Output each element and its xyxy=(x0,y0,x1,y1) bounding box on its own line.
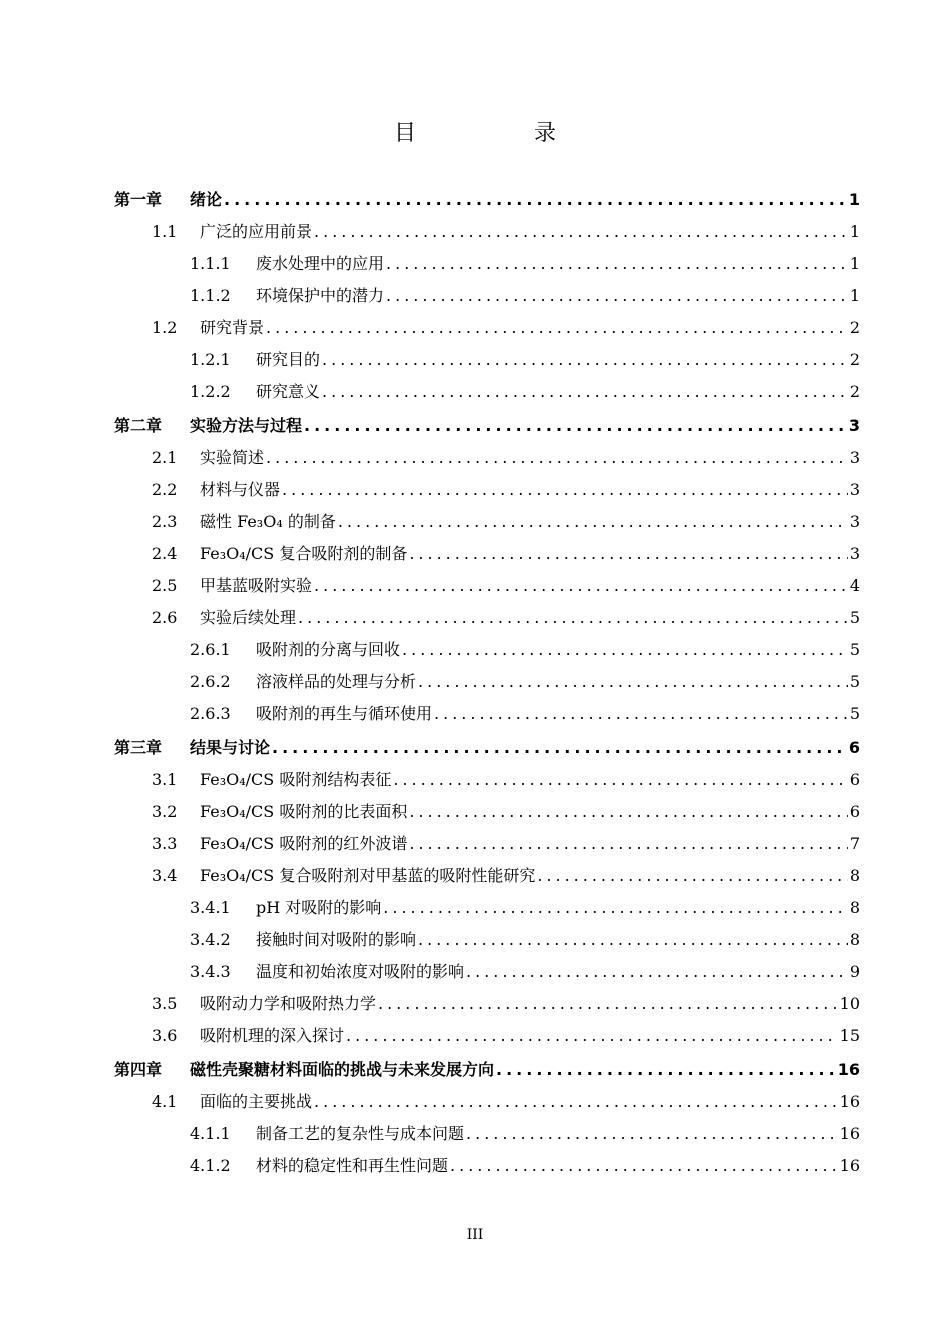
toc-entry-text: Fe₃O₄/CS 复合吸附剂的制备 xyxy=(200,544,408,563)
toc-chapter-entry[interactable] xyxy=(114,726,860,758)
toc-entry-text: Fe₃O₄/CS 吸附剂的比表面积 xyxy=(200,802,408,821)
toc-page-number: 15 xyxy=(839,1026,860,1045)
toc-entry-text: 结果与讨论 xyxy=(190,738,271,757)
toc-leader-dots xyxy=(418,930,848,950)
toc-entry[interactable] xyxy=(190,338,860,370)
toc-leader-dots xyxy=(322,350,848,370)
toc-entry-number: 2.2 xyxy=(152,480,178,499)
toc-entry-label xyxy=(152,448,264,468)
toc-page-number: 3 xyxy=(849,544,860,563)
toc-entry-label xyxy=(190,1124,464,1144)
toc-entry[interactable] xyxy=(190,1112,860,1144)
toc-page-number: 7 xyxy=(849,834,860,853)
toc-entry-number: 1.1 xyxy=(152,222,178,241)
toc-leader-dots xyxy=(378,994,838,1014)
toc-entry-text: 广泛的应用前景 xyxy=(200,222,313,241)
toc-page-number: 8 xyxy=(849,898,860,917)
toc-entry-text: 吸附剂的分离与回收 xyxy=(256,640,401,659)
toc-entry-label xyxy=(190,898,381,918)
toc-leader-dots xyxy=(537,866,847,886)
toc-entry-label xyxy=(152,770,391,790)
toc-page-number: 5 xyxy=(849,672,860,691)
toc-entry-text: 吸附机理的深入探讨 xyxy=(200,1026,345,1045)
toc-entry-number: 第一章 xyxy=(114,190,163,209)
toc-entry-label xyxy=(114,416,302,436)
toc-leader-dots xyxy=(434,704,848,724)
toc-page-number: 16 xyxy=(839,1092,860,1111)
toc-leader-dots xyxy=(224,190,847,210)
toc-entry-label xyxy=(190,930,416,950)
toc-entry-label xyxy=(114,1060,494,1080)
toc-page-number: 5 xyxy=(849,640,860,659)
toc-entry-text: 实验方法与过程 xyxy=(190,416,303,435)
toc-entry-label xyxy=(190,382,320,402)
toc-page-number: 2 xyxy=(849,350,860,369)
toc-entry[interactable] xyxy=(190,274,860,306)
toc-entry-label xyxy=(190,672,416,692)
toc-entry[interactable] xyxy=(190,370,860,402)
toc-entry-label xyxy=(152,802,407,822)
toc-page-number: 1 xyxy=(849,222,860,241)
toc-leader-dots xyxy=(409,834,847,854)
toc-entry-text: 面临的主要挑战 xyxy=(200,1092,313,1111)
toc-entry[interactable] xyxy=(190,1144,860,1176)
toc-entry-label xyxy=(152,480,280,500)
toc-entry-label xyxy=(190,1156,448,1176)
toc-leader-dots xyxy=(346,1026,838,1046)
toc-entry-text: 吸附剂的再生与循环使用 xyxy=(256,704,433,723)
toc-entry[interactable] xyxy=(152,468,860,500)
toc-entry-text: 材料的稳定性和再生性问题 xyxy=(256,1156,449,1175)
toc-leader-dots xyxy=(314,576,848,596)
toc-entry-number: 4.1.1 xyxy=(190,1124,231,1143)
toc-entry-label xyxy=(152,994,376,1014)
toc-page-number: 16 xyxy=(839,1124,860,1143)
toc-entry-label xyxy=(152,318,264,338)
toc-entry[interactable] xyxy=(152,210,860,242)
toc-entry-number: 3.5 xyxy=(152,994,178,1013)
toc-entry-number: 3.1 xyxy=(152,770,178,789)
toc-entry-label xyxy=(152,834,407,854)
toc-leader-dots xyxy=(298,608,848,628)
toc-entry[interactable] xyxy=(152,436,860,468)
toc-entry-label xyxy=(152,1092,312,1112)
toc-entry-number: 2.6 xyxy=(152,608,178,627)
toc-entry-number: 1.1.2 xyxy=(190,286,231,305)
toc-entry[interactable] xyxy=(152,822,860,854)
toc-entry-number: 4.1.2 xyxy=(190,1156,231,1175)
toc-entry-label xyxy=(190,286,384,306)
toc-leader-dots xyxy=(402,640,848,660)
toc-entry-label xyxy=(114,190,222,210)
toc-leader-dots xyxy=(409,544,847,564)
toc-entry-text: 磁性壳聚糖材料面临的挑战与未来发展方向 xyxy=(190,1060,495,1079)
toc-leader-dots xyxy=(386,254,848,274)
toc-page-number: 9 xyxy=(849,962,860,981)
toc-page-number: 5 xyxy=(849,704,860,723)
toc-entry-label xyxy=(152,544,407,564)
toc-page-number: 6 xyxy=(849,802,860,821)
toc-page-number: 1 xyxy=(848,190,860,209)
toc-leader-dots xyxy=(338,512,848,532)
toc-chapter-entry[interactable] xyxy=(114,178,860,210)
toc-entry-label xyxy=(114,738,270,758)
toc-leader-dots xyxy=(304,416,847,436)
toc-leader-dots xyxy=(386,286,848,306)
toc-leader-dots xyxy=(314,222,848,242)
toc-entry-text: 绪论 xyxy=(190,190,223,209)
toc-page-number: 10 xyxy=(839,994,860,1013)
toc-leader-dots xyxy=(322,382,848,402)
toc-entry-text: 实验后续处理 xyxy=(200,608,297,627)
toc-entry-label xyxy=(152,1026,344,1046)
toc-page-number: 8 xyxy=(849,930,860,949)
toc-entry-label xyxy=(190,962,464,982)
toc-entry-text: 制备工艺的复杂性与成本问题 xyxy=(256,1124,465,1143)
toc-entry[interactable] xyxy=(190,918,860,950)
toc-entry-number: 4.1 xyxy=(152,1092,178,1111)
toc-entry-text: 温度和初始浓度对吸附的影响 xyxy=(256,962,465,981)
toc-entry[interactable] xyxy=(152,532,860,564)
toc-chapter-entry[interactable] xyxy=(114,1048,860,1080)
toc-leader-dots xyxy=(466,962,848,982)
toc-entry-number: 2.6.1 xyxy=(190,640,231,659)
toc-leader-dots xyxy=(266,318,848,338)
toc-entry[interactable] xyxy=(152,564,860,596)
toc-entry-text: 研究目的 xyxy=(256,350,321,369)
toc-entry-text: 溶液样品的处理与分析 xyxy=(256,672,417,691)
toc-leader-dots xyxy=(496,1060,836,1080)
toc-entry[interactable] xyxy=(190,692,860,724)
toc-page-number: 1 xyxy=(849,254,860,273)
toc-entry-number: 1.1.1 xyxy=(190,254,231,273)
toc-leader-dots xyxy=(450,1156,838,1176)
toc-entry-text: 研究背景 xyxy=(200,318,265,337)
toc-entry[interactable] xyxy=(152,790,860,822)
toc-entry-number: 1.2 xyxy=(152,318,178,337)
toc-entry-number: 2.1 xyxy=(152,448,178,467)
toc-page-number: 8 xyxy=(849,866,860,885)
toc-entry-number: 2.6.3 xyxy=(190,704,231,723)
toc-entry-number: 3.4.1 xyxy=(190,898,231,917)
toc-entry-text: Fe₃O₄/CS 吸附剂的红外波谱 xyxy=(200,834,408,853)
toc-entry-text: 环境保护中的潜力 xyxy=(256,286,385,305)
toc-entry-number: 1.2.1 xyxy=(190,350,231,369)
toc-leader-dots xyxy=(409,802,847,822)
toc-chapter-entry[interactable] xyxy=(114,404,860,436)
toc-page-number: 3 xyxy=(849,512,860,531)
toc-entry[interactable] xyxy=(152,982,860,1014)
toc-entry-label xyxy=(190,704,432,724)
toc-entry-label xyxy=(152,512,336,532)
toc-entry[interactable] xyxy=(152,758,860,790)
toc-page-number: 6 xyxy=(848,738,860,757)
toc-entry-number: 3.2 xyxy=(152,802,178,821)
toc-page-number: 3 xyxy=(849,480,860,499)
toc-page-number: 2 xyxy=(849,318,860,337)
toc-entry[interactable] xyxy=(152,596,860,628)
toc-entry-label xyxy=(152,222,312,242)
toc-entry-number: 第三章 xyxy=(114,738,163,757)
toc-entry-label xyxy=(190,254,384,274)
toc-leader-dots xyxy=(418,672,848,692)
toc-leader-dots xyxy=(272,738,847,758)
toc-page-number: 6 xyxy=(849,770,860,789)
toc-entry-text: 废水处理中的应用 xyxy=(256,254,385,273)
toc-entry-text: Fe₃O₄/CS 复合吸附剂对甲基蓝的吸附性能研究 xyxy=(200,866,536,885)
toc-entry-text: 磁性 Fe₃O₄ 的制备 xyxy=(200,512,336,531)
toc-leader-dots xyxy=(466,1124,838,1144)
toc-entry[interactable] xyxy=(152,500,860,532)
toc-title: 目 录 xyxy=(393,121,604,146)
toc-leader-dots xyxy=(314,1092,838,1112)
toc-entry-number: 1.2.2 xyxy=(190,382,231,401)
toc-page-number: 3 xyxy=(849,448,860,467)
toc-entry-number: 3.6 xyxy=(152,1026,178,1045)
toc-entry[interactable] xyxy=(190,628,860,660)
toc-leader-dots xyxy=(393,770,847,790)
toc-entry-number: 第二章 xyxy=(114,416,163,435)
toc-page-number: 16 xyxy=(837,1060,860,1079)
toc-entry-label xyxy=(152,576,312,596)
toc-entry[interactable] xyxy=(152,854,860,886)
toc-entry[interactable] xyxy=(190,886,860,918)
toc-entry-label xyxy=(152,608,296,628)
toc-entry-text: Fe₃O₄/CS 吸附剂结构表征 xyxy=(200,770,392,789)
toc-page-number: 3 xyxy=(848,416,860,435)
toc-page-number: 4 xyxy=(849,576,860,595)
toc-leader-dots xyxy=(383,898,848,918)
toc-entry-label xyxy=(190,350,320,370)
toc-entry[interactable] xyxy=(190,660,860,692)
toc-page-number: 1 xyxy=(849,286,860,305)
toc-entry-text: 实验简述 xyxy=(200,448,265,467)
toc-entry-number: 2.3 xyxy=(152,512,178,531)
toc-entry[interactable] xyxy=(190,950,860,982)
toc-entry-number: 2.6.2 xyxy=(190,672,231,691)
toc-entry-text: 甲基蓝吸附实验 xyxy=(200,576,313,595)
toc-entry-number: 3.4 xyxy=(152,866,178,885)
toc-entry-text: pH 对吸附的影响 xyxy=(256,898,382,917)
toc-entry-label xyxy=(190,640,400,660)
toc-leader-dots xyxy=(266,448,848,468)
toc-entry-number: 3.4.3 xyxy=(190,962,231,981)
toc-page-number: 5 xyxy=(849,608,860,627)
toc-page-number: 16 xyxy=(839,1156,860,1175)
toc-page-number: 2 xyxy=(849,382,860,401)
toc-entry-text: 研究意义 xyxy=(256,382,321,401)
toc-entry[interactable] xyxy=(152,1080,860,1112)
toc-entry[interactable] xyxy=(152,306,860,338)
toc-entry[interactable] xyxy=(152,1014,860,1046)
toc-entry-number: 3.4.2 xyxy=(190,930,231,949)
toc-leader-dots xyxy=(282,480,848,500)
toc-entry[interactable] xyxy=(190,242,860,274)
toc-entry-text: 材料与仪器 xyxy=(200,480,281,499)
toc-entry-number: 3.3 xyxy=(152,834,178,853)
toc-entry-text: 吸附动力学和吸附热力学 xyxy=(200,994,377,1013)
toc-entry-number: 2.4 xyxy=(152,544,178,563)
toc-entry-number: 2.5 xyxy=(152,576,178,595)
toc-entry-label xyxy=(152,866,535,886)
page-number: III xyxy=(466,1227,484,1243)
toc-entry-number: 第四章 xyxy=(114,1060,163,1079)
toc-entry-text: 接触时间对吸附的影响 xyxy=(256,930,417,949)
